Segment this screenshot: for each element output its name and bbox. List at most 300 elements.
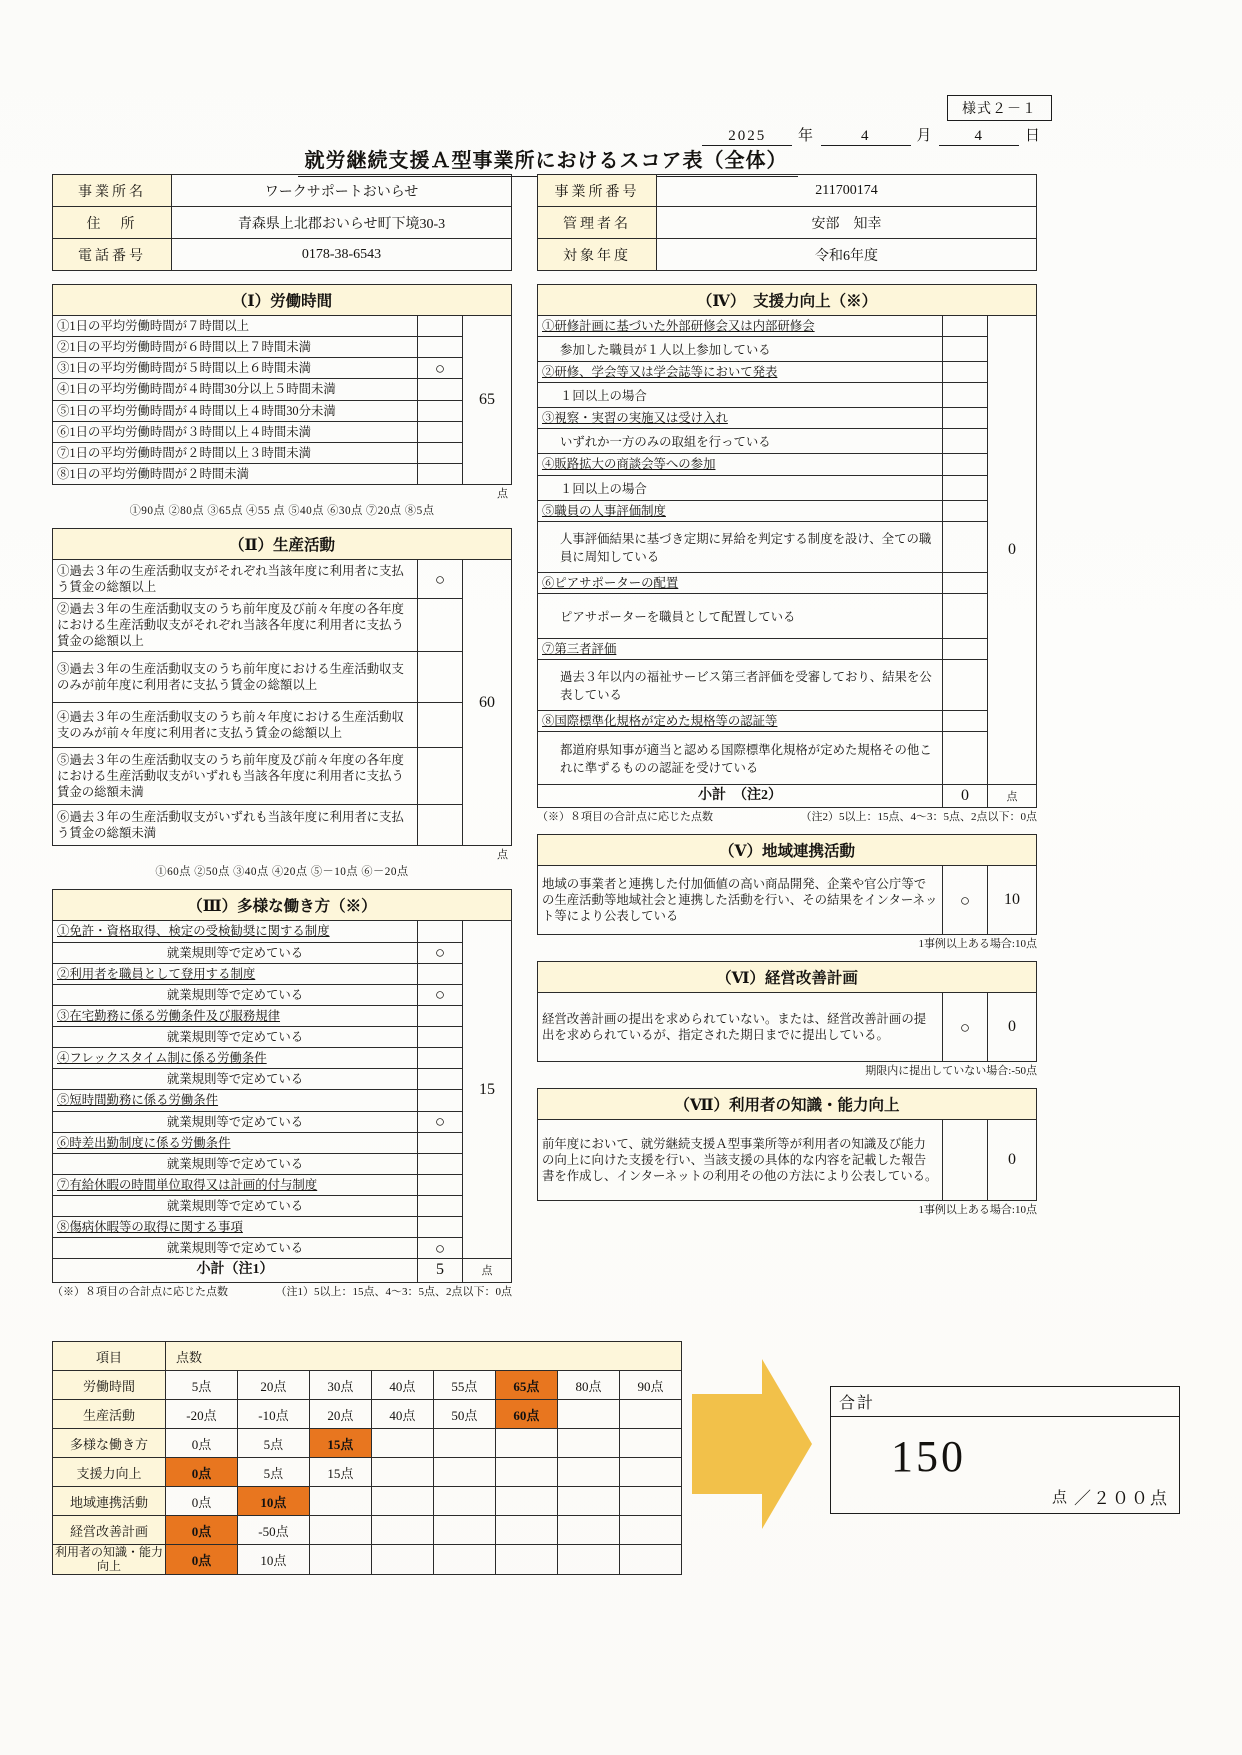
section-user-knowledge: [537, 1088, 1037, 1217]
summary-cell-3-5: [495, 1458, 557, 1487]
section4-mark-title-8: [943, 710, 988, 731]
section-labor-hours: [52, 284, 512, 518]
section1-score-unit: 点: [497, 488, 508, 500]
section3-mark-7[interactable]: [418, 1196, 463, 1217]
table-row: [53, 1005, 512, 1026]
section4-mark-title-3: [943, 408, 988, 429]
section7-text: 前年度において、就労継続支援Ａ型事業所等が利用者の知識及び能力の向上に向けた支援を行い、当該支援の具体的な内容を記載した報告書を作成し、インターネットの利用その他の方法により公表している。: [538, 1120, 943, 1201]
target-year-value: 令和6年度: [657, 239, 1037, 271]
table-row: [538, 316, 1037, 337]
form-number: 様式２－１: [947, 95, 1052, 121]
section4-mark-6[interactable]: [943, 593, 988, 638]
section-support-capacity: [537, 284, 1037, 824]
section3-title-5: ⑤短時間勤務に係る労働条件: [53, 1090, 418, 1111]
date-year: 2025: [702, 128, 792, 146]
summary-cell-6-5: [495, 1545, 557, 1575]
section2-mark-5[interactable]: [418, 748, 463, 805]
section6-header: （Ⅵ）経営改善計画: [538, 962, 1037, 993]
section1-item-8: ⑧1日の平均労働時間が２時間未満: [53, 463, 418, 484]
table-row: [53, 358, 512, 379]
summary-cell-6-2: [309, 1545, 371, 1575]
section1-mark-4[interactable]: [418, 379, 463, 400]
table-row: [53, 400, 512, 421]
summary-cell-4-6: [557, 1487, 619, 1516]
section1-item-6: ⑥1日の平均労働時間が３時間以上４時間未満: [53, 421, 418, 442]
summary-cell-5-5: [495, 1516, 557, 1545]
summary-cell-3-2: 15点: [309, 1458, 371, 1487]
section3-mark-8[interactable]: ○: [418, 1238, 463, 1259]
section-diverse-work: [52, 889, 512, 1298]
summary-table: [52, 1341, 682, 1575]
summary-cell-2-5: [495, 1429, 557, 1458]
section4-sub-2: １回以上の場合: [538, 383, 943, 408]
facility-address-label: 住 所: [53, 207, 172, 239]
table-row: [53, 805, 512, 846]
table-row: [538, 239, 1037, 271]
section3-sub-6: 就業規則等で定めている: [53, 1153, 418, 1174]
summary-cell-3-7: [619, 1458, 681, 1487]
summary-cell-6-4: [433, 1545, 495, 1575]
section2-item-4: ④過去３年の生産活動収支のうち前々年度における生産活動収支のみが前々年度に利用者に支払う賃金の総額以上: [53, 703, 418, 748]
date-month: 4: [821, 128, 911, 146]
summary-row-label-3: 支援力向上: [53, 1458, 166, 1487]
table-row: [538, 207, 1037, 239]
section3-mark-3[interactable]: [418, 1027, 463, 1048]
facility-meta-table: [537, 174, 1037, 271]
page-title: 就労継続支援Ａ型事業所におけるスコア表（全体）: [304, 150, 788, 172]
section3-title-6: ⑥時差出勤制度に係る労働条件: [53, 1132, 418, 1153]
section3-mark-title-4: [418, 1048, 463, 1069]
section4-sub-5: 人事評価結果に基づき定期に昇給を判定する制度を設け、全ての職員に周知している: [538, 521, 943, 572]
table-row: [538, 593, 1037, 638]
summary-cell-1-1: -10点: [237, 1400, 309, 1429]
section2-mark-6[interactable]: [418, 805, 463, 846]
total-max: ／２００点: [1074, 1489, 1169, 1508]
section4-sub-3: いずれか一方のみの取組を行っている: [538, 429, 943, 454]
table-row: [538, 362, 1037, 383]
section4-mark-2[interactable]: [943, 383, 988, 408]
section4-mark-title-6: [943, 572, 988, 593]
section1-mark-1[interactable]: [418, 316, 463, 337]
section2-item-3: ③過去３年の生産活動収支のうち前年度における生産活動収支のみが前年度に利用者に支払う賃金の総額以上: [53, 652, 418, 703]
date-bar: [702, 124, 1042, 146]
table-row: [53, 1153, 512, 1174]
section7-header: （Ⅶ）利用者の知識・能力向上: [538, 1089, 1037, 1120]
section2-score: 60: [463, 560, 512, 846]
summary-cell-0-4: 55点: [433, 1371, 495, 1400]
section6-note: 期限内に提出していない場合:-50点: [865, 1065, 1037, 1078]
table-row: [53, 1545, 682, 1575]
section-management-improvement: [537, 961, 1037, 1078]
table-row: [538, 521, 1037, 572]
summary-cell-6-6: [557, 1545, 619, 1575]
table-row: [53, 463, 512, 484]
date-day: 4: [939, 128, 1019, 146]
table-row: [53, 1132, 512, 1153]
section3-mark-title-5: [418, 1090, 463, 1111]
table-row: [538, 993, 1037, 1062]
table-row: [53, 748, 512, 805]
summary-cell-3-0: 0点: [166, 1458, 238, 1487]
summary-cell-1-2: 20点: [309, 1400, 371, 1429]
section7-score: 0: [988, 1120, 1037, 1201]
table-row: [53, 1371, 682, 1400]
table-row: [53, 1429, 682, 1458]
summary-cell-5-0: 0点: [166, 1516, 238, 1545]
summary-cell-0-2: 30点: [309, 1371, 371, 1400]
section4-header: （Ⅳ） 支援力向上（※）: [538, 285, 1037, 316]
right-column: [537, 284, 1037, 1227]
section4-title-4: ④販路拡大の商談会等への参加: [538, 454, 943, 475]
summary-cell-0-6: 80点: [557, 1371, 619, 1400]
section4-note-right: （注2）5以上：15点、4～3：5点、2点以下：0点: [800, 811, 1037, 824]
section4-mark-title-1: [943, 316, 988, 337]
table-row: [53, 1069, 512, 1090]
summary-row-label-0: 労働時間: [53, 1371, 166, 1400]
summary-cell-1-0: -20点: [166, 1400, 238, 1429]
summary-cell-6-1: 10点: [237, 1545, 309, 1575]
table-row: [538, 500, 1037, 521]
section2-mark-1[interactable]: ○: [418, 560, 463, 599]
table-row: [53, 1238, 512, 1259]
table-row: [53, 963, 512, 984]
facility-phone-label: 電話番号: [53, 239, 172, 271]
section4-title-7: ⑦第三者評価: [538, 638, 943, 659]
table-row: [53, 316, 512, 337]
summary-cell-4-5: [495, 1487, 557, 1516]
section1-score: 65: [463, 316, 512, 485]
section1-mark-6[interactable]: [418, 421, 463, 442]
summary-cell-3-1: 5点: [237, 1458, 309, 1487]
total-score-box: [830, 1386, 1180, 1514]
section3-sub-5: 就業規則等で定めている: [53, 1111, 418, 1132]
section4-sub-7: 過去３年以内の福祉サービス第三者評価を受審しており、結果を公表している: [538, 659, 943, 710]
section3-subtotal-unit: 点: [463, 1259, 512, 1282]
section3-mark-title-6: [418, 1132, 463, 1153]
section3-mark-6[interactable]: [418, 1153, 463, 1174]
section3-mark-title-1: [418, 921, 463, 942]
section7-mark[interactable]: [943, 1120, 988, 1201]
section3-title-3: ③在宅勤務に係る労働条件及び服務規律: [53, 1005, 418, 1026]
table-row: [53, 1342, 682, 1371]
table-row: [53, 921, 512, 942]
table-row: [53, 1400, 682, 1429]
facility-phone-value: 0178-38-6543: [172, 239, 512, 271]
section-production: [52, 528, 512, 879]
section5-header: （Ⅴ）地域連携活動: [538, 835, 1037, 866]
section3-note-right: （注1）5以上：15点、4～3：5点、2点以下：0点: [275, 1285, 512, 1298]
summary-row-label-1: 生産活動: [53, 1400, 166, 1429]
date-month-label: 月: [916, 128, 934, 144]
section6-text: 経営改善計画の提出を求められていない。または、経営改善計画の提出を求められているが、指定された期日までに提出している。: [538, 993, 943, 1062]
sheet-content: [40, 96, 1169, 1574]
summary-cell-4-7: [619, 1487, 681, 1516]
summary-cell-0-1: 20点: [237, 1371, 309, 1400]
section3-sub-4: 就業規則等で定めている: [53, 1069, 418, 1090]
summary-cell-6-3: [371, 1545, 433, 1575]
section2-mark-4[interactable]: [418, 703, 463, 748]
section4-sub-4: １回以上の場合: [538, 475, 943, 500]
table-row: [53, 1217, 512, 1238]
summary-cell-4-2: [309, 1487, 371, 1516]
section1-header: （Ⅰ）労働時間: [53, 285, 512, 316]
section2-footnote: ①60点 ②50点 ③40点 ④20点 ⑤－10点 ⑥－20点: [155, 866, 409, 879]
summary-cell-3-6: [557, 1458, 619, 1487]
date-day-label: 日: [1024, 128, 1042, 144]
section4-title-1: ①研修計画に基づいた外部研修会又は内部研修会: [538, 316, 943, 337]
table-row: [53, 421, 512, 442]
section3-title-7: ⑦有給休暇の時間単位取得又は計画的付与制度: [53, 1174, 418, 1195]
section1-mark-8[interactable]: [418, 463, 463, 484]
section3-subtotal-value: 5: [418, 1259, 463, 1282]
table-row: [53, 984, 512, 1005]
section3-note-left: （※）８項目の合計点に応じた点数: [52, 1285, 228, 1298]
table-row: [53, 175, 512, 207]
table-row: [538, 835, 1037, 866]
section4-mark-5[interactable]: [943, 521, 988, 572]
summary-cell-0-3: 40点: [371, 1371, 433, 1400]
table-row: [538, 710, 1037, 731]
summary-cell-2-4: [433, 1429, 495, 1458]
table-row: [53, 1090, 512, 1111]
section4-sub-8: 都道府県知事が適当と認める国際標準化規格が定めた規格その他これに準ずるものの認証を受けている: [538, 732, 943, 785]
table-row: [538, 475, 1037, 500]
table-row: [53, 1027, 512, 1048]
table-row: [538, 785, 1037, 808]
section4-title-6: ⑥ピアサポーターの配置: [538, 572, 943, 593]
summary-col-score: 点数: [166, 1342, 682, 1371]
table-row: [53, 652, 512, 703]
section4-mark-title-2: [943, 362, 988, 383]
summary-row-label-4: 地域連携活動: [53, 1487, 166, 1516]
section4-mark-3[interactable]: [943, 429, 988, 454]
section3-sub-1: 就業規則等で定めている: [53, 942, 418, 963]
summary-cell-2-0: 0点: [166, 1429, 238, 1458]
section3-sub-2: 就業規則等で定めている: [53, 984, 418, 1005]
summary-row-label-2: 多様な働き方: [53, 1429, 166, 1458]
summary-cell-2-3: [371, 1429, 433, 1458]
section1-item-1: ①1日の平均労働時間が７時間以上: [53, 316, 418, 337]
table-row: [53, 1196, 512, 1217]
section4-mark-1[interactable]: [943, 337, 988, 362]
table-row: [53, 1174, 512, 1195]
section4-mark-title-5: [943, 500, 988, 521]
section2-mark-2[interactable]: [418, 599, 463, 652]
summary-col-item: 項目: [53, 1342, 166, 1371]
section2-mark-3[interactable]: [418, 652, 463, 703]
summary-cell-2-1: 5点: [237, 1429, 309, 1458]
section2-score-unit: 点: [497, 849, 508, 862]
total-label: 合計: [831, 1387, 1179, 1417]
section3-mark-1[interactable]: ○: [418, 942, 463, 963]
section5-text: 地域の事業者と連携した付加価値の高い商品開発、企業や官公庁等での生産活動等地域社会と連携した活動を行い、その結果をインターネット等により公表している: [538, 866, 943, 935]
table-row: [53, 1458, 682, 1487]
table-row: [538, 732, 1037, 785]
section4-subtotal-value: 0: [943, 785, 988, 808]
table-row: [53, 1259, 512, 1282]
summary-row-label-5: 経営改善計画: [53, 1516, 166, 1545]
left-column: [52, 284, 512, 1309]
table-row: [538, 572, 1037, 593]
section5-score: 10: [988, 866, 1037, 935]
summary-cell-0-7: 90点: [619, 1371, 681, 1400]
summary-cell-3-4: [433, 1458, 495, 1487]
summary-cell-5-2: [309, 1516, 371, 1545]
section4-title-8: ⑧国際標準化規格が定めた規格等の認証等: [538, 710, 943, 731]
summary-cell-2-7: [619, 1429, 681, 1458]
table-row: [53, 1111, 512, 1132]
section1-mark-5[interactable]: [418, 400, 463, 421]
manager-name-value: 安部 知幸: [657, 207, 1037, 239]
table-row: [53, 207, 512, 239]
section3-mark-5[interactable]: ○: [418, 1111, 463, 1132]
section3-sub-8: 就業規則等で定めている: [53, 1238, 418, 1259]
section2-item-1: ①過去３年の生産活動収支がそれぞれ当該年度に利用者に支払う賃金の総額以上: [53, 560, 418, 599]
arrow-icon: [692, 1354, 812, 1534]
facility-number-value: 211700174: [657, 175, 1037, 207]
section5-note: 1事例以上ある場合:10点: [918, 938, 1037, 951]
summary-cell-0-5: 65点: [495, 1371, 557, 1400]
section3-title-8: ⑧傷病休暇等の取得に関する事項: [53, 1217, 418, 1238]
summary-cell-4-1: 10点: [237, 1487, 309, 1516]
section1-mark-3[interactable]: ○: [418, 358, 463, 379]
section1-item-5: ⑤1日の平均労働時間が４時間以上４時間30分未満: [53, 400, 418, 421]
table-row: [53, 703, 512, 748]
table-row: [538, 454, 1037, 475]
section3-mark-4[interactable]: [418, 1069, 463, 1090]
section3-mark-2[interactable]: ○: [418, 984, 463, 1005]
table-row: [53, 239, 512, 271]
section3-score: 15: [463, 921, 512, 1259]
summary-cell-5-1: -50点: [237, 1516, 309, 1545]
table-row: [53, 285, 512, 316]
table-row: [53, 942, 512, 963]
summary-cell-1-7: [619, 1400, 681, 1429]
total-value: 150: [891, 1432, 966, 1481]
table-row: [538, 408, 1037, 429]
table-row: [53, 529, 512, 560]
summary-cell-4-0: 0点: [166, 1487, 238, 1516]
summary-cell-4-4: [433, 1487, 495, 1516]
table-row: [538, 429, 1037, 454]
section1-item-7: ⑦1日の平均労働時間が２時間以上３時間未満: [53, 442, 418, 463]
summary-row-label-6: 利用者の知識・能力向上: [53, 1545, 166, 1575]
summary-cell-2-2: 15点: [309, 1429, 371, 1458]
table-row: [53, 560, 512, 599]
section1-item-4: ④1日の平均労働時間が４時間30分以上５時間未満: [53, 379, 418, 400]
section3-subtotal-label: 小計（注1）: [53, 1259, 418, 1282]
section4-sub-1: 参加した職員が１人以上参加している: [538, 337, 943, 362]
section4-mark-7[interactable]: [943, 659, 988, 710]
section3-mark-title-8: [418, 1217, 463, 1238]
table-row: [538, 659, 1037, 710]
section3-mark-title-3: [418, 1005, 463, 1026]
facility-number-label: 事業所番号: [538, 175, 657, 207]
section2-header: （Ⅱ）生産活動: [53, 529, 512, 560]
section1-footnote: ①90点 ②80点 ③65点 ④55 点 ⑤40点 ⑥30点 ⑦20点 ⑧5点: [129, 505, 435, 517]
section4-score: 0: [988, 316, 1037, 785]
section2-item-2: ②過去３年の生産活動収支のうち前年度及び前々年度の各年度における生産活動収支がそれぞれ当該各年度に利用者に支払う賃金の総額以上: [53, 599, 418, 652]
section2-item-5: ⑤過去３年の生産活動収支のうち前年度及び前々年度の各年度における生産活動収支がいずれも当該各年度に利用者に支払う賃金の総額未満: [53, 748, 418, 805]
section6-mark[interactable]: ○: [943, 993, 988, 1062]
section6-score: 0: [988, 993, 1037, 1062]
summary-cell-6-7: [619, 1545, 681, 1575]
total-unit: 点: [1051, 1490, 1067, 1506]
summary-cell-5-3: [371, 1516, 433, 1545]
summary-cell-0-0: 5点: [166, 1371, 238, 1400]
section3-mark-title-2: [418, 963, 463, 984]
summary-cell-3-3: [371, 1458, 433, 1487]
table-row: [538, 285, 1037, 316]
section3-header: （Ⅲ）多様な働き方（※）: [53, 890, 512, 921]
summary-cell-1-6: [557, 1400, 619, 1429]
summary-cell-1-4: 50点: [433, 1400, 495, 1429]
target-year-label: 対象年度: [538, 239, 657, 271]
facility-name-label: 事業所名: [53, 175, 172, 207]
table-row: [53, 599, 512, 652]
summary-cell-4-3: [371, 1487, 433, 1516]
table-row: [538, 337, 1037, 362]
summary-cell-5-7: [619, 1516, 681, 1545]
table-row: [538, 175, 1037, 207]
section1-item-3: ③1日の平均労働時間が５時間以上６時間未満: [53, 358, 418, 379]
summary-cell-2-6: [557, 1429, 619, 1458]
section4-subtotal-unit: 点: [988, 785, 1037, 808]
section2-item-6: ⑥過去３年の生産活動収支がいずれも当該年度に利用者に支払う賃金の総額未満: [53, 805, 418, 846]
section3-title-1: ①免許・資格取得、検定の受検勧奨に関する制度: [53, 921, 418, 942]
section3-title-2: ②利用者を職員として登用する制度: [53, 963, 418, 984]
table-row: [538, 1120, 1037, 1201]
section7-note: 1事例以上ある場合:10点: [918, 1204, 1037, 1217]
table-row: [53, 890, 512, 921]
section-regional-cooperation: [537, 834, 1037, 951]
section4-title-3: ③視察・実習の実施又は受け入れ: [538, 408, 943, 429]
facility-info-table: [52, 174, 512, 271]
date-year-label: 年: [797, 128, 815, 144]
section4-subtotal-label: 小計 （注2）: [538, 785, 943, 808]
section4-title-2: ②研修、学会等又は学会誌等において発表: [538, 362, 943, 383]
summary-cell-5-6: [557, 1516, 619, 1545]
section3-mark-title-7: [418, 1174, 463, 1195]
manager-name-label: 管理者名: [538, 207, 657, 239]
facility-address-value: 青森県上北郡おいらせ町下境30-3: [172, 207, 512, 239]
table-row: [538, 638, 1037, 659]
summary-cell-1-3: 40点: [371, 1400, 433, 1429]
section4-sub-6: ピアサポーターを職員として配置している: [538, 593, 943, 638]
table-row: [538, 383, 1037, 408]
section3-sub-7: 就業規則等で定めている: [53, 1196, 418, 1217]
table-row: [53, 1048, 512, 1069]
section4-mark-title-7: [943, 638, 988, 659]
section3-title-4: ④フレックスタイム制に係る労働条件: [53, 1048, 418, 1069]
table-row: [538, 866, 1037, 935]
section1-mark-2[interactable]: [418, 337, 463, 358]
section4-mark-4[interactable]: [943, 475, 988, 500]
table-row: [53, 1516, 682, 1545]
summary-cell-5-4: [433, 1516, 495, 1545]
summary-cell-1-5: 60点: [495, 1400, 557, 1429]
section4-mark-8[interactable]: [943, 732, 988, 785]
section5-mark[interactable]: ○: [943, 866, 988, 935]
table-row: [53, 379, 512, 400]
section1-mark-7[interactable]: [418, 442, 463, 463]
table-row: [538, 962, 1037, 993]
table-row: [53, 1487, 682, 1516]
summary-cell-6-0: 0点: [166, 1545, 238, 1575]
section4-mark-title-4: [943, 454, 988, 475]
table-row: [53, 337, 512, 358]
section1-item-2: ②1日の平均労働時間が６時間以上７時間未満: [53, 337, 418, 358]
